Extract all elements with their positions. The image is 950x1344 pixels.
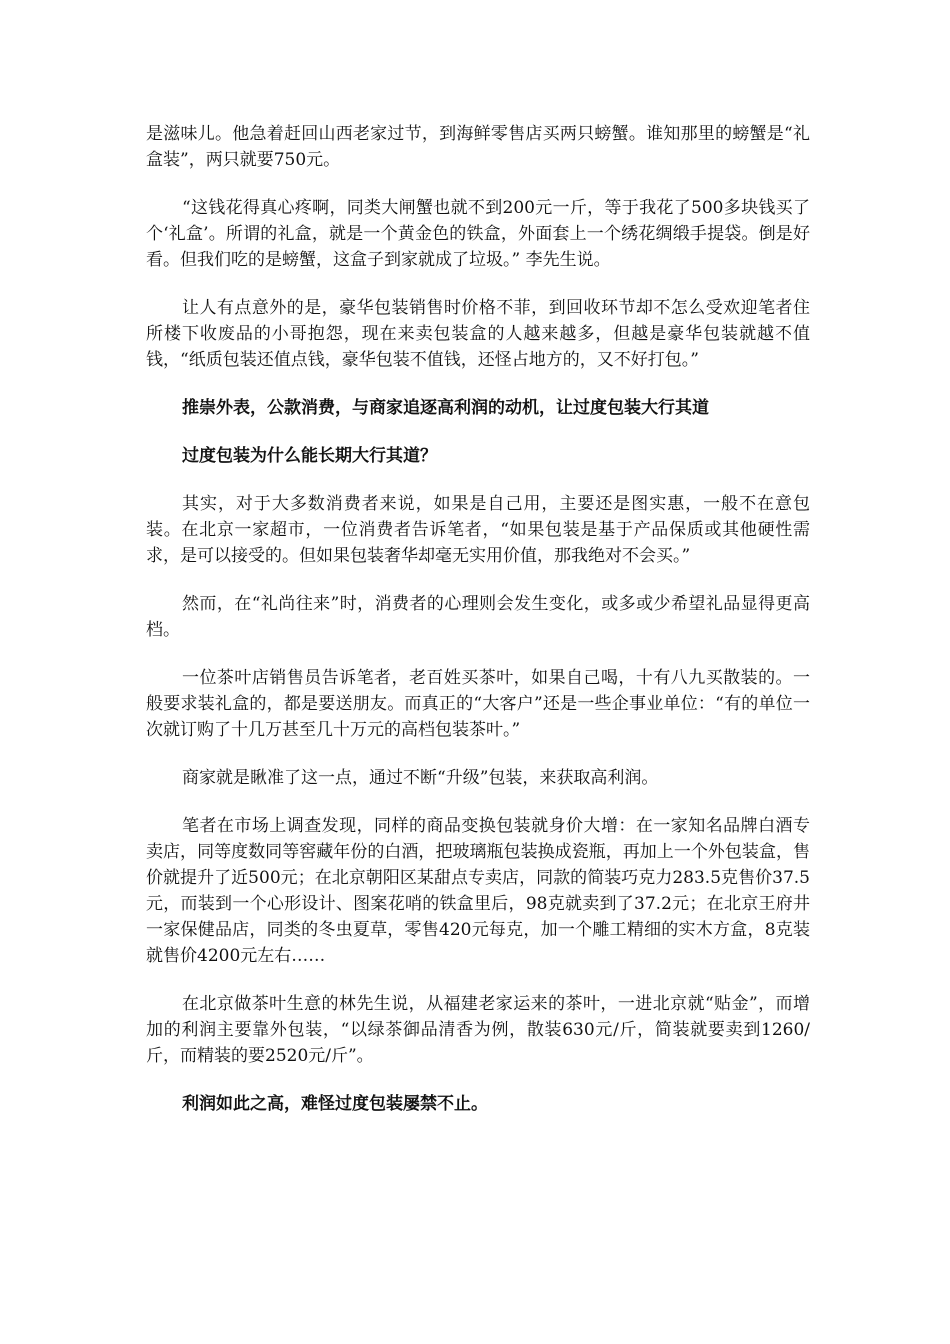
paragraph-5: 然而，在“礼尚往来”时，消费者的心理则会发生变化，或多或少希望礼品显得更高档。: [146, 594, 810, 640]
section-heading-2: 过度包装为什么能长期大行其道？: [182, 446, 437, 466]
closing-heading: 利润如此之高，难怪过度包装屡禁不止。: [182, 1094, 488, 1114]
paragraph-9: 在北京做茶叶生意的林先生说，从福建老家运来的茶叶，一进北京就“贴金”，而增加的利润主要靠外包装，“以绿茶御品清香为例，散装630元/斤，简装就要卖到1260/斤，而精装的要2520元/斤”。: [146, 994, 810, 1066]
paragraph-7: 商家就是瞅准了这一点，通过不断“升级”包装，来获取高利润。: [182, 768, 659, 788]
paragraph-4: 其实，对于大多数消费者来说，如果是自己用，主要还是图实惠，一般不在意包装。在北京一家超市，一位消费者告诉笔者，“如果包装是基于产品保质或其他硬性需求，是可以接受的。但如果包装奢华却毫无实用价值，那我绝对不会买。”: [146, 494, 810, 566]
paragraph-8: 笔者在市场上调查发现，同样的商品变换包装就身价大增：在一家知名品牌白酒专卖店，同等度数同等窖藏年份的白酒，把玻璃瓶包装换成瓷瓶，再加上一个外包装盒，售价就提升了近500元；在北京朝阳区某甜点专卖店，同款的简装巧克力283.5克售价37.5元，而装到一个心形设计、图案花哨的铁盒里后，98克就卖到了37.2元；在北京王府井一家保健品店，同类的冬虫夏草，零售420元每克，加一个雕工精细的实木方盒，8克装就售价4200元左右……: [146, 816, 810, 966]
paragraph-1: 是滋味儿。他急着赶回山西老家过节，到海鲜零售店买两只螃蟹。谁知那里的螃蟹是“礼盒装”，两只就要750元。: [146, 124, 810, 170]
paragraph-3: 让人有点意外的是，豪华包装销售时价格不菲，到回收环节却不怎么受欢迎笔者住所楼下收废品的小哥抱怨，现在来卖包装盒的人越来越多，但越是豪华包装就越不值钱，“纸质包装还值点钱，豪华包装不值钱，还怪占地方的，又不好打包。”: [146, 298, 810, 370]
section-heading-1: 推崇外表，公款消费，与商家追逐高利润的动机，让过度包装大行其道: [182, 398, 709, 418]
document-page: [146, 121, 810, 1139]
paragraph-6: 一位茶叶店销售员告诉笔者，老百姓买茶叶，如果自己喝，十有八九买散装的。一般要求装礼盒的，都是要送朋友。而真正的“大客户”还是一些企事业单位：“有的单位一次就订购了十几万甚至几十万元的高档包装茶叶。”: [146, 668, 810, 740]
paragraph-2: “这钱花得真心疼啊，同类大闸蟹也就不到200元一斤，等于我花了500多块钱买了个‘礼盒’。所谓的礼盒，就是一个黄金色的铁盒，外面套上一个绣花绸缎手提袋。倒是好看。但我们吃的是螃蟹，这盒子到家就成了垃圾。” 李先生说。: [146, 198, 810, 270]
